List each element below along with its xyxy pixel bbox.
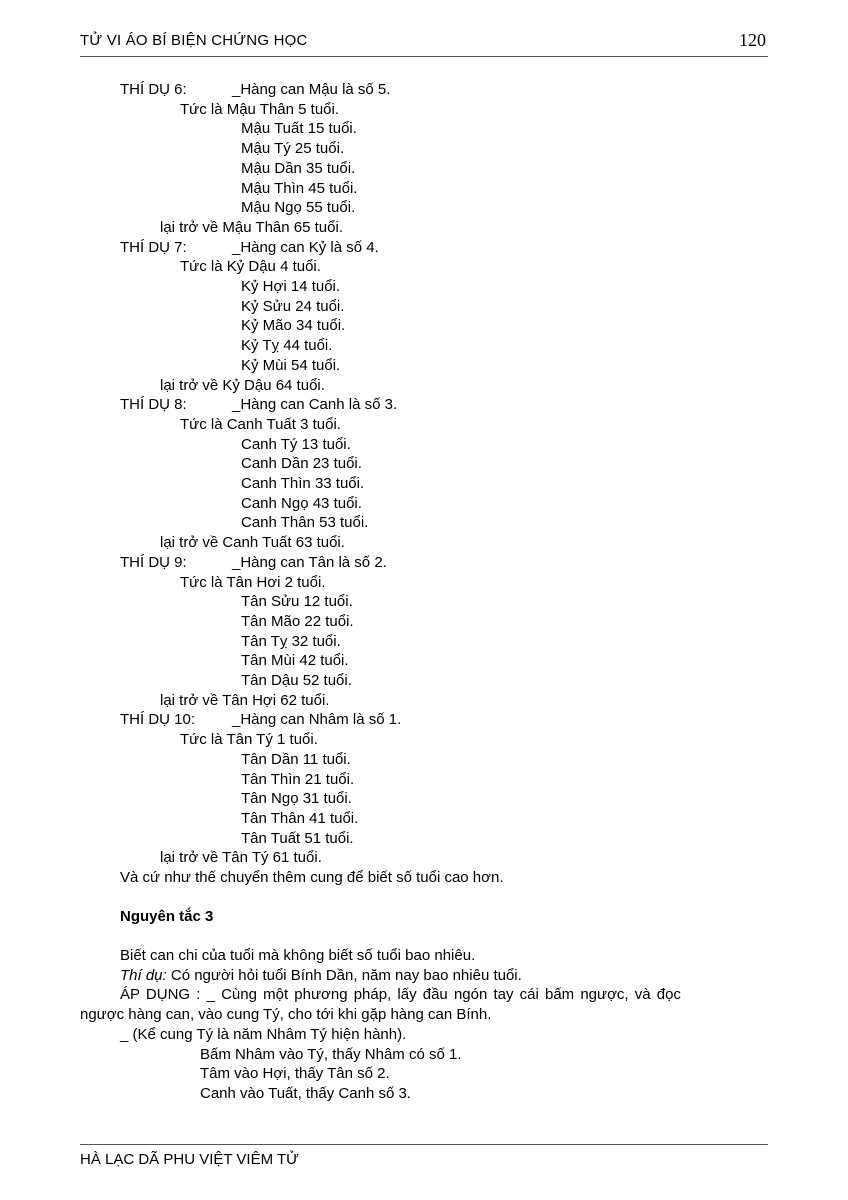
list-item: Kỷ Hợi 14 tuổi. xyxy=(241,278,341,295)
example-intro: Tức là Tân Hơi 2 tuổi. xyxy=(180,573,326,591)
example-heading xyxy=(120,710,401,730)
list-item: Tân Thân 41 tuổi. xyxy=(241,809,359,827)
example-back: lại trở về Tân Tý 61 tuổi. xyxy=(160,849,322,867)
list-item: Mậu Dần 35 tuổi. xyxy=(241,159,356,177)
list-item: Tân Thìn 21 tuổi. xyxy=(241,770,355,788)
example-heading xyxy=(120,238,379,258)
thidu-line xyxy=(120,966,522,986)
example-intro: Tức là Canh Tuất 3 tuổi. xyxy=(180,415,341,433)
example-heading xyxy=(120,395,397,415)
example-heading xyxy=(120,553,387,573)
apdung-line2: ngược hàng can, vào cung Tý, cho tới khi gặp hàng can Bính. xyxy=(80,1006,492,1024)
continue-text: Và cứ như thế chuyển thêm cung để biết số tuổi cao hơn. xyxy=(120,869,504,886)
list-item: Tân Tuất 51 tuổi. xyxy=(241,829,354,847)
example-head: _Hàng can Canh là số 3. xyxy=(232,396,398,414)
step-item: Tâm vào Hợi, thấy Tân số 2. xyxy=(200,1065,390,1083)
example-back: lại trở về Mậu Thân 65 tuổi. xyxy=(160,218,343,236)
example-label: THÍ DỤ 10: xyxy=(120,711,196,729)
step-item: Bấm Nhâm vào Tý, thấy Nhâm có số 1. xyxy=(200,1045,462,1063)
header-title: TỬ VI ÁO BÍ BIỆN CHỨNG HỌC xyxy=(80,32,308,49)
list-item: Canh Thân 53 tuổi. xyxy=(241,514,369,532)
example-back: lại trở về Canh Tuất 63 tuổi. xyxy=(160,534,345,552)
list-item: Tân Sửu 12 tuổi. xyxy=(241,593,353,611)
example-label: THÍ DỤ 6: xyxy=(120,81,187,98)
list-item: Kỷ Tỵ 44 tuổi. xyxy=(241,337,333,355)
thidu-label: Thí dụ: xyxy=(120,966,167,984)
list-item: Tân Dậu 52 tuổi. xyxy=(241,672,352,689)
list-item: Mậu Tý 25 tuổi. xyxy=(241,140,345,158)
example-head: _Hàng can Tân là số 2. xyxy=(232,553,387,571)
list-item: Canh Thìn 33 tuổi. xyxy=(241,475,365,492)
example-label: THÍ DỤ 9: xyxy=(120,553,187,571)
thidu-text: Có người hỏi tuổi Bính Dần, năm nay bao nhiêu tuổi. xyxy=(166,966,522,984)
apdung-line xyxy=(120,985,768,1005)
example-head: _Hàng can Kỷ là số 4. xyxy=(232,238,379,256)
list-item: Kỷ Mão 34 tuổi. xyxy=(241,317,346,335)
list-item: Kỷ Mùi 54 tuổi. xyxy=(241,356,341,374)
list-item: Tân Dần 11 tuổi. xyxy=(241,750,351,768)
list-item: Tân Mão 22 tuổi. xyxy=(241,612,354,630)
apdung-text: ÁP DỤNG : _ Cùng một phương pháp, lấy đầu ngón tay cái bấm ngược, và đọc xyxy=(120,986,681,1004)
list-item: Kỷ Sửu 24 tuổi. xyxy=(241,297,345,315)
example-label: THÍ DỤ 7: xyxy=(120,238,187,256)
example-heading xyxy=(120,80,390,100)
list-item: Mậu Ngọ 55 tuổi. xyxy=(241,199,356,217)
example-intro: Tức là Mậu Thân 5 tuổi. xyxy=(180,100,340,118)
footer-title: HÀ LẠC DÃ PHU VIỆT VIÊM TỬ xyxy=(80,1151,299,1168)
example-back: lại trở về Tân Hợi 62 tuổi. xyxy=(160,691,330,709)
example-head: _Hàng can Mậu là số 5. xyxy=(232,81,391,98)
page-number: 120 xyxy=(739,30,766,50)
list-item: Canh Dần 23 tuổi. xyxy=(241,455,362,473)
example-intro: Tức là Kỷ Dậu 4 tuổi. xyxy=(180,258,321,276)
list-item: Tân Mùi 42 tuổi. xyxy=(241,652,349,670)
list-item: Canh Tý 13 tuổi. xyxy=(241,435,351,453)
apdung-note: _ (Kể cung Tý là năm Nhâm Tý hiện hành). xyxy=(120,1025,407,1043)
paragraph: Biết can chi của tuổi mà không biết số tuổi bao nhiêu. xyxy=(120,947,476,964)
section-title: Nguyên tắc 3 xyxy=(120,908,214,925)
example-intro: Tức là Tân Tý 1 tuổi. xyxy=(180,731,318,749)
example-head: _Hàng can Nhâm là số 1. xyxy=(232,711,402,729)
list-item: Tân Tỵ 32 tuổi. xyxy=(241,632,341,650)
list-item: Mậu Thìn 45 tuổi. xyxy=(241,179,358,197)
page-footer xyxy=(80,1144,768,1168)
list-item: Mậu Tuất 15 tuổi. xyxy=(241,120,357,138)
example-label: THÍ DỤ 8: xyxy=(120,396,187,414)
step-item: Canh vào Tuất, thấy Canh số 3. xyxy=(200,1084,411,1102)
example-back: lại trở về Kỷ Dậu 64 tuổi. xyxy=(160,376,325,394)
list-item: Canh Ngọ 43 tuổi. xyxy=(241,494,362,512)
list-item: Tân Ngọ 31 tuổi. xyxy=(241,790,352,808)
page-header xyxy=(80,30,768,57)
